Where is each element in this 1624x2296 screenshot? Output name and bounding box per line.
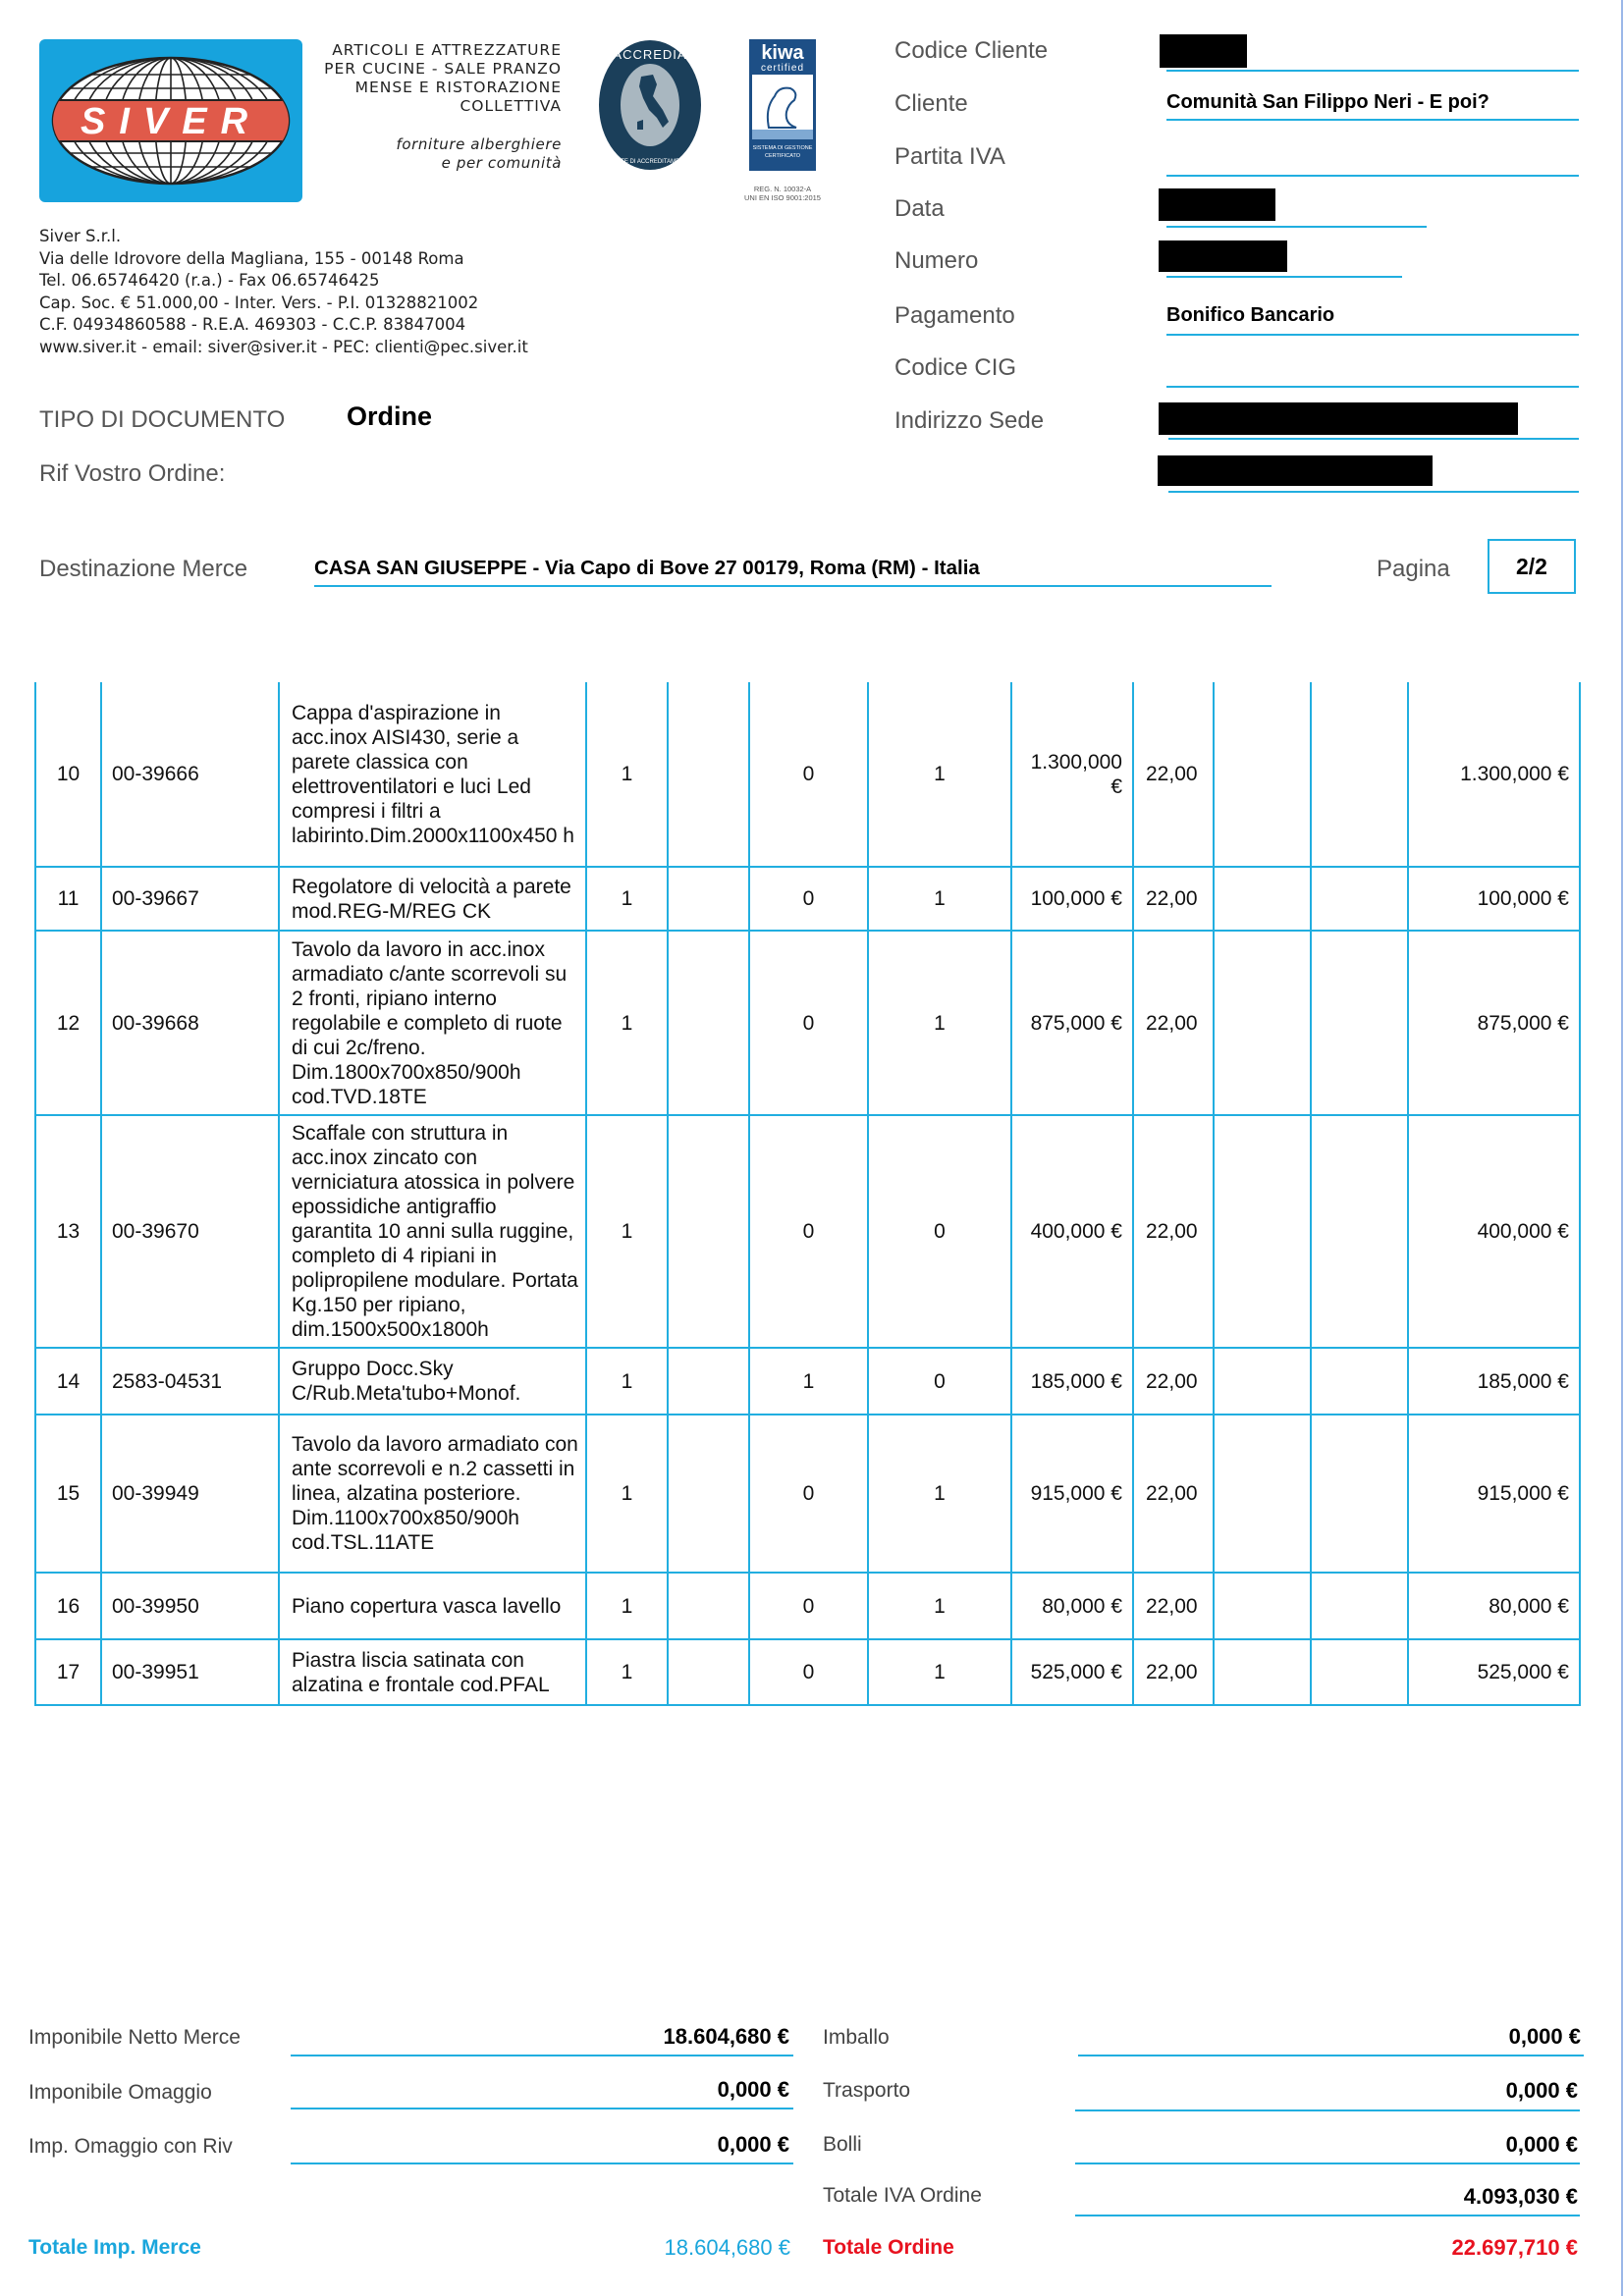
item-iva: 22,00 bbox=[1133, 1415, 1214, 1573]
item-total: 875,000 € bbox=[1408, 931, 1580, 1115]
imponibile-omaggio-value: 0,000 € bbox=[717, 2077, 789, 2102]
company-capital: Cap. Soc. € 51.000,00 - Inter. Vers. - P.I. 01328821002 bbox=[39, 293, 479, 312]
codice-cig-label: Codice CIG bbox=[894, 354, 1017, 381]
svg-text:ACCREDIA: ACCREDIA bbox=[613, 47, 687, 62]
item-col11 bbox=[1311, 1415, 1408, 1573]
item-iva: 22,00 bbox=[1133, 1348, 1214, 1415]
pagamento-label: Pagamento bbox=[894, 302, 1015, 329]
bolli-underline bbox=[1075, 2163, 1580, 2164]
item-col10 bbox=[1214, 931, 1311, 1115]
tagline-line: PER CUCINE - SALE PRANZO bbox=[324, 60, 562, 78]
table-row bbox=[35, 931, 1580, 1115]
item-col7: 0 bbox=[868, 1115, 1011, 1348]
imp-omaggio-riv-value: 0,000 € bbox=[717, 2132, 789, 2157]
item-col5 bbox=[668, 1639, 749, 1705]
company-info bbox=[39, 226, 528, 358]
item-col5 bbox=[668, 1415, 749, 1573]
pagamento-underline bbox=[1166, 334, 1579, 336]
tagline-line: MENSE E RISTORAZIONE bbox=[354, 79, 562, 96]
item-total: 915,000 € bbox=[1408, 1415, 1580, 1573]
numero-redacted bbox=[1159, 240, 1287, 272]
item-col10 bbox=[1214, 682, 1311, 867]
item-col11 bbox=[1311, 1573, 1408, 1639]
table-row bbox=[35, 682, 1580, 867]
cert-registration bbox=[727, 185, 839, 202]
data-underline bbox=[1166, 226, 1427, 228]
item-col5 bbox=[668, 1348, 749, 1415]
item-code: 00-39670 bbox=[101, 1115, 279, 1348]
item-col6: 1 bbox=[749, 1348, 868, 1415]
totale-imp-merce-label: Totale Imp. Merce bbox=[28, 2236, 201, 2259]
totale-iva-ordine-value: 4.093,030 € bbox=[1463, 2184, 1578, 2209]
item-unit-price: 100,000 € bbox=[1011, 867, 1133, 931]
codice-cliente-redacted bbox=[1160, 34, 1247, 68]
item-iva: 22,00 bbox=[1133, 1639, 1214, 1705]
indirizzo-sede-redacted bbox=[1159, 402, 1518, 435]
item-col11 bbox=[1311, 1115, 1408, 1348]
item-col10 bbox=[1214, 867, 1311, 931]
item-unit-price: 875,000 € bbox=[1011, 931, 1133, 1115]
item-col6: 0 bbox=[749, 1415, 868, 1573]
row-number: 17 bbox=[35, 1639, 101, 1705]
table-row bbox=[35, 1348, 1580, 1415]
item-iva: 22,00 bbox=[1133, 1573, 1214, 1639]
item-quantity: 1 bbox=[586, 682, 668, 867]
svg-text:L'ENTE DI ACCREDITAMENTO: L'ENTE DI ACCREDITAMENTO bbox=[608, 159, 692, 165]
imponibile-omaggio-label: Imponibile Omaggio bbox=[28, 2081, 212, 2104]
svg-text:SISTEMA DI GESTIONE: SISTEMA DI GESTIONE bbox=[752, 145, 813, 151]
indirizzo-sede-underline bbox=[1168, 438, 1579, 440]
imp-omaggio-riv-underline bbox=[291, 2163, 793, 2164]
pagina-label: Pagina bbox=[1377, 556, 1450, 582]
items-table bbox=[34, 682, 1581, 1706]
item-col5 bbox=[668, 931, 749, 1115]
item-code: 00-39951 bbox=[101, 1639, 279, 1705]
item-description: Tavolo da lavoro armadiato con ante scorrevoli e n.2 cassetti in linea, alzatina posteriore. Dim.1100x700x850/900h cod.TSL.11ATE bbox=[279, 1415, 586, 1573]
accredia-seal-icon bbox=[598, 39, 702, 171]
item-unit-price: 185,000 € bbox=[1011, 1348, 1133, 1415]
item-unit-price: 915,000 € bbox=[1011, 1415, 1133, 1573]
tagline-line: COLLETTIVA bbox=[460, 97, 562, 115]
item-col5 bbox=[668, 682, 749, 867]
item-col7: 1 bbox=[868, 682, 1011, 867]
item-unit-price: 400,000 € bbox=[1011, 1115, 1133, 1348]
imponibile-netto-merce-value: 18.604,680 € bbox=[663, 2024, 789, 2049]
imballo-underline bbox=[1078, 2055, 1584, 2056]
item-col6: 0 bbox=[749, 682, 868, 867]
subtagline-line: e per comunità bbox=[441, 154, 562, 172]
globe-logo-icon bbox=[39, 39, 302, 202]
company-tagline bbox=[304, 41, 562, 116]
partita-iva-underline bbox=[1166, 175, 1579, 177]
item-col7: 1 bbox=[868, 1415, 1011, 1573]
row-number: 11 bbox=[35, 867, 101, 931]
item-col7: 1 bbox=[868, 1573, 1011, 1639]
pagamento-value: Bonifico Bancario bbox=[1166, 304, 1335, 326]
item-iva: 22,00 bbox=[1133, 682, 1214, 867]
bolli-value: 0,000 € bbox=[1505, 2132, 1578, 2157]
item-col10 bbox=[1214, 1573, 1311, 1639]
pagina-value: 2/2 bbox=[1488, 539, 1576, 594]
item-col6: 0 bbox=[749, 867, 868, 931]
item-col10 bbox=[1214, 1415, 1311, 1573]
item-unit-price: 1.300,000 € bbox=[1011, 682, 1133, 867]
item-col6: 0 bbox=[749, 1115, 868, 1348]
company-subtagline bbox=[304, 135, 562, 173]
indirizzo-sede-line2-underline bbox=[1168, 491, 1579, 493]
row-number: 12 bbox=[35, 931, 101, 1115]
kiwa-logo bbox=[749, 39, 816, 171]
imp-omaggio-riv-label: Imp. Omaggio con Riv bbox=[28, 2135, 233, 2158]
totale-ordine-label: Totale Ordine bbox=[823, 2236, 954, 2259]
item-col7: 1 bbox=[868, 867, 1011, 931]
logo-wordmark: SIVER bbox=[80, 101, 262, 142]
accredia-logo bbox=[598, 39, 702, 171]
item-description: Gruppo Docc.Sky C/Rub.Meta'tubo+Monof. bbox=[279, 1348, 586, 1415]
cert-line: UNI EN ISO 9001:2015 bbox=[744, 193, 821, 202]
item-col11 bbox=[1311, 1639, 1408, 1705]
destinazione-merce-value: CASA SAN GIUSEPPE - Via Capo di Bove 27 00179, Roma (RM) - Italia bbox=[314, 557, 980, 579]
item-quantity: 1 bbox=[586, 1573, 668, 1639]
item-total: 80,000 € bbox=[1408, 1573, 1580, 1639]
item-quantity: 1 bbox=[586, 867, 668, 931]
row-number: 14 bbox=[35, 1348, 101, 1415]
item-col7: 1 bbox=[868, 1639, 1011, 1705]
company-name: Siver S.r.l. bbox=[39, 227, 122, 245]
item-iva: 22,00 bbox=[1133, 931, 1214, 1115]
table-row bbox=[35, 1415, 1580, 1573]
item-code: 00-39950 bbox=[101, 1573, 279, 1639]
totale-ordine-value: 22.697,710 € bbox=[1451, 2235, 1578, 2260]
item-total: 185,000 € bbox=[1408, 1348, 1580, 1415]
item-unit-price: 80,000 € bbox=[1011, 1573, 1133, 1639]
item-col6: 0 bbox=[749, 1639, 868, 1705]
data-label: Data bbox=[894, 195, 945, 222]
item-col11 bbox=[1311, 931, 1408, 1115]
item-code: 00-39666 bbox=[101, 682, 279, 867]
imponibile-omaggio-underline bbox=[291, 2108, 793, 2109]
indirizzo-sede-label: Indirizzo Sede bbox=[894, 407, 1045, 434]
item-col6: 0 bbox=[749, 931, 868, 1115]
indirizzo-sede-line2-redacted bbox=[1158, 455, 1433, 486]
imballo-value: 0,000 € bbox=[1508, 2024, 1581, 2049]
trasporto-underline bbox=[1075, 2109, 1580, 2111]
trasporto-value: 0,000 € bbox=[1505, 2078, 1578, 2103]
row-number: 10 bbox=[35, 682, 101, 867]
cliente-underline bbox=[1166, 119, 1579, 121]
item-col5 bbox=[668, 1573, 749, 1639]
item-description: Cappa d'aspirazione in acc.inox AISI430, serie a parete classica con elettroventilatori e luci Led compresi i filtri a labirinto.Dim.2000x1100x450 h bbox=[279, 682, 586, 867]
item-code: 00-39667 bbox=[101, 867, 279, 931]
destinazione-merce-label: Destinazione Merce bbox=[39, 556, 248, 582]
imponibile-netto-underline bbox=[291, 2055, 793, 2056]
item-description: Piano copertura vasca lavello bbox=[279, 1573, 586, 1639]
item-total: 1.300,000 € bbox=[1408, 682, 1580, 867]
items-body bbox=[35, 682, 1580, 1705]
codice-cig-underline bbox=[1166, 386, 1579, 388]
table-row bbox=[35, 1573, 1580, 1639]
imballo-label: Imballo bbox=[823, 2026, 890, 2049]
item-quantity: 1 bbox=[586, 1639, 668, 1705]
numero-label: Numero bbox=[894, 247, 979, 274]
item-col10 bbox=[1214, 1348, 1311, 1415]
totale-imp-merce-value: 18.604,680 € bbox=[664, 2235, 790, 2260]
item-description: Regolatore di velocità a parete mod.REG-M/REG CK bbox=[279, 867, 586, 931]
cliente-label: Cliente bbox=[894, 90, 968, 117]
item-quantity: 1 bbox=[586, 1115, 668, 1348]
item-description: Tavolo da lavoro in acc.inox armadiato c/ante scorrevoli su 2 fronti, ripiano interno regolabile e completo di ruote di cui 2c/freno. Dim.1800x700x850/900h cod.TVD.18TE bbox=[279, 931, 586, 1115]
item-code: 2583-04531 bbox=[101, 1348, 279, 1415]
svg-text:kiwa: kiwa bbox=[761, 42, 804, 64]
company-phone: Tel. 06.65746420 (r.a.) - Fax 06.65746425 bbox=[39, 271, 380, 290]
item-col10 bbox=[1214, 1115, 1311, 1348]
tipo-documento-value: Ordine bbox=[347, 401, 433, 431]
cert-line: REG. N. 10032-A bbox=[753, 185, 812, 193]
table-row bbox=[35, 1639, 1580, 1705]
codice-cliente-underline bbox=[1166, 70, 1579, 72]
kiwa-certified-icon bbox=[749, 39, 816, 171]
item-iva: 22,00 bbox=[1133, 1115, 1214, 1348]
trasporto-label: Trasporto bbox=[823, 2079, 911, 2102]
totale-iva-underline bbox=[1075, 2215, 1580, 2216]
item-quantity: 1 bbox=[586, 1415, 668, 1573]
rif-vostro-ordine-label: Rif Vostro Ordine: bbox=[39, 460, 226, 487]
item-description: Scaffale con struttura in acc.inox zincato con verniciatura atossica in polvere epossidiche antigraffio garantita 10 anni sulla ruggine, completo di 4 ripiani in polipropilene modulare. Portata Kg.150 per ripiano, dim.1500x500x1800h bbox=[279, 1115, 586, 1348]
svg-text:CERTIFICATO: CERTIFICATO bbox=[764, 153, 801, 159]
cliente-value: Comunità San Filippo Neri - E poi? bbox=[1166, 91, 1489, 113]
item-quantity: 1 bbox=[586, 931, 668, 1115]
numero-underline bbox=[1166, 276, 1402, 278]
item-total: 400,000 € bbox=[1408, 1115, 1580, 1348]
row-number: 15 bbox=[35, 1415, 101, 1573]
row-number: 13 bbox=[35, 1115, 101, 1348]
item-col11 bbox=[1311, 682, 1408, 867]
item-col11 bbox=[1311, 1348, 1408, 1415]
table-row bbox=[35, 1115, 1580, 1348]
item-quantity: 1 bbox=[586, 1348, 668, 1415]
item-description: Piastra liscia satinata con alzatina e frontale cod.PFAL bbox=[279, 1639, 586, 1705]
company-fiscal: C.F. 04934860588 - R.E.A. 469303 - C.C.P. 83847004 bbox=[39, 315, 466, 334]
svg-text:certified: certified bbox=[760, 63, 805, 74]
bolli-label: Bolli bbox=[823, 2133, 862, 2156]
item-total: 525,000 € bbox=[1408, 1639, 1580, 1705]
row-number: 16 bbox=[35, 1573, 101, 1639]
company-web: www.siver.it - email: siver@siver.it - PEC: clienti@pec.siver.it bbox=[39, 337, 528, 356]
tipo-documento-label: TIPO DI DOCUMENTO bbox=[39, 406, 286, 433]
data-redacted bbox=[1159, 188, 1275, 221]
item-col11 bbox=[1311, 867, 1408, 931]
item-col10 bbox=[1214, 1639, 1311, 1705]
siver-logo bbox=[39, 39, 302, 202]
item-col5 bbox=[668, 1115, 749, 1348]
item-code: 00-39668 bbox=[101, 931, 279, 1115]
item-col7: 1 bbox=[868, 931, 1011, 1115]
item-col5 bbox=[668, 867, 749, 931]
partita-iva-label: Partita IVA bbox=[894, 143, 1005, 170]
subtagline-line: forniture alberghiere bbox=[396, 135, 562, 153]
item-iva: 22,00 bbox=[1133, 867, 1214, 931]
imponibile-netto-merce-label: Imponibile Netto Merce bbox=[28, 2026, 241, 2049]
table-row bbox=[35, 867, 1580, 931]
item-code: 00-39949 bbox=[101, 1415, 279, 1573]
destinazione-underline bbox=[314, 585, 1272, 587]
tagline-line: ARTICOLI E ATTREZZATURE bbox=[332, 41, 562, 59]
codice-cliente-label: Codice Cliente bbox=[894, 37, 1049, 64]
item-col6: 0 bbox=[749, 1573, 868, 1639]
totale-iva-ordine-label: Totale IVA Ordine bbox=[823, 2184, 982, 2207]
company-address: Via delle Idrovore della Magliana, 155 - 00148 Roma bbox=[39, 248, 464, 268]
item-total: 100,000 € bbox=[1408, 867, 1580, 931]
page-edge-line bbox=[1621, 0, 1623, 2296]
item-col7: 0 bbox=[868, 1348, 1011, 1415]
item-unit-price: 525,000 € bbox=[1011, 1639, 1133, 1705]
